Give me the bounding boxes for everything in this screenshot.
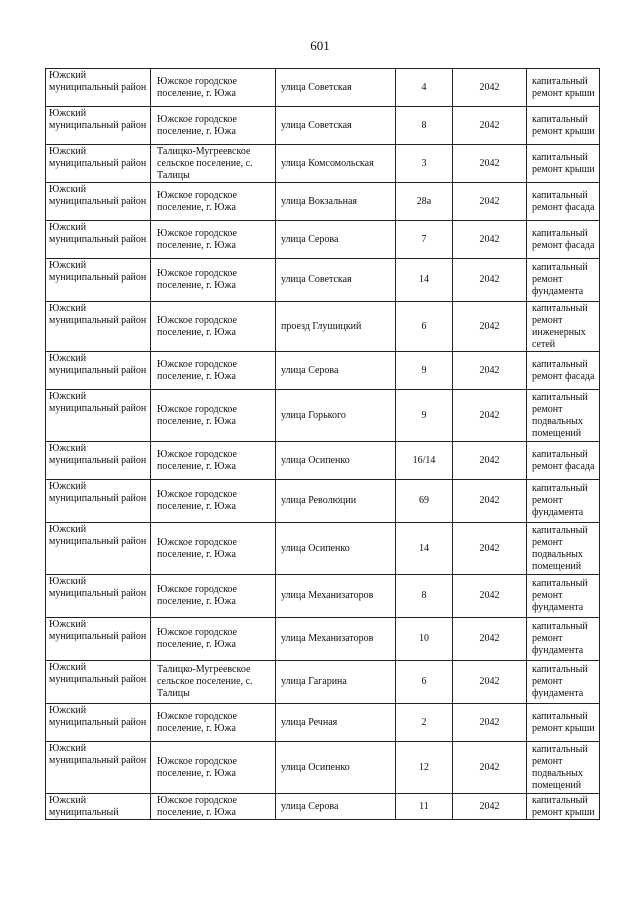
year-cell: 2042 (453, 704, 527, 742)
street-cell: улица Осипенко (276, 742, 396, 794)
work-type-cell: капитальный ремонт фундамента (527, 575, 600, 618)
house-number-cell: 11 (396, 794, 453, 820)
year-cell: 2042 (453, 221, 527, 259)
street-cell: улица Серова (276, 352, 396, 390)
settlement-cell: Талицко-Мугреевское сельское поселение, с. Талицы (151, 145, 276, 183)
repair-schedule-table (45, 68, 600, 820)
table-row (46, 575, 600, 618)
work-type-cell: капитальный ремонт фундамента (527, 661, 600, 704)
house-number-cell: 4 (396, 69, 453, 107)
district-cell: Южский муниципальный район (46, 480, 151, 523)
district-cell: Южский муниципальный район (46, 183, 151, 221)
house-number-cell: 16/14 (396, 442, 453, 480)
house-number-cell: 69 (396, 480, 453, 523)
year-cell: 2042 (453, 69, 527, 107)
settlement-cell: Южское городское поселение, г. Южа (151, 742, 276, 794)
year-cell: 2042 (453, 352, 527, 390)
table-row (46, 107, 600, 145)
year-cell: 2042 (453, 145, 527, 183)
street-cell: улица Горького (276, 390, 396, 442)
district-cell: Южский муниципальный район (46, 259, 151, 302)
settlement-cell: Южское городское поселение, г. Южа (151, 352, 276, 390)
work-type-cell: капитальный ремонт крыши (527, 704, 600, 742)
work-type-cell: капитальный ремонт фасада (527, 221, 600, 259)
year-cell: 2042 (453, 794, 527, 820)
work-type-cell: капитальный ремонт фундамента (527, 480, 600, 523)
settlement-cell: Южское городское поселение, г. Южа (151, 69, 276, 107)
street-cell: проезд Глушицкий (276, 302, 396, 352)
house-number-cell: 8 (396, 575, 453, 618)
table-row (46, 69, 600, 107)
work-type-cell: капитальный ремонт фасада (527, 442, 600, 480)
settlement-cell: Талицко-Мугреевское сельское поселение, с. Талицы (151, 661, 276, 704)
settlement-cell: Южское городское поселение, г. Южа (151, 704, 276, 742)
settlement-cell: Южское городское поселение, г. Южа (151, 442, 276, 480)
table-row (46, 302, 600, 352)
work-type-cell: капитальный ремонт крыши (527, 145, 600, 183)
settlement-cell: Южское городское поселение, г. Южа (151, 794, 276, 820)
district-cell: Южский муниципальный район (46, 221, 151, 259)
table-row (46, 742, 600, 794)
house-number-cell: 8 (396, 107, 453, 145)
year-cell: 2042 (453, 390, 527, 442)
year-cell: 2042 (453, 302, 527, 352)
street-cell: улица Осипенко (276, 442, 396, 480)
work-type-cell: капитальный ремонт инженерных сетей (527, 302, 600, 352)
year-cell: 2042 (453, 183, 527, 221)
table-row (46, 661, 600, 704)
street-cell: улица Советская (276, 69, 396, 107)
house-number-cell: 7 (396, 221, 453, 259)
district-cell: Южский муниципальный район (46, 742, 151, 794)
table-row (46, 794, 600, 820)
district-cell: Южский муниципальный район (46, 302, 151, 352)
year-cell: 2042 (453, 618, 527, 661)
district-cell: Южский муниципальный район (46, 107, 151, 145)
work-type-cell: капитальный ремонт фундамента (527, 259, 600, 302)
year-cell: 2042 (453, 575, 527, 618)
work-type-cell: капитальный ремонт подвальных помещений (527, 390, 600, 442)
work-type-cell: капитальный ремонт крыши (527, 69, 600, 107)
settlement-cell: Южское городское поселение, г. Южа (151, 480, 276, 523)
work-type-cell: капитальный ремонт фундамента (527, 618, 600, 661)
district-cell: Южский муниципальный район (46, 390, 151, 442)
district-cell: Южский муниципальный район (46, 661, 151, 704)
district-cell: Южский муниципальный район (46, 618, 151, 661)
table-row (46, 523, 600, 575)
street-cell: улица Советская (276, 259, 396, 302)
street-cell: улица Речная (276, 704, 396, 742)
street-cell: улица Вокзальная (276, 183, 396, 221)
district-cell: Южский муниципальный (46, 794, 151, 820)
house-number-cell: 6 (396, 302, 453, 352)
work-type-cell: капитальный ремонт подвальных помещений (527, 523, 600, 575)
table-row (46, 259, 600, 302)
district-cell: Южский муниципальный район (46, 704, 151, 742)
table-row (46, 618, 600, 661)
settlement-cell: Южское городское поселение, г. Южа (151, 523, 276, 575)
street-cell: улица Гагарина (276, 661, 396, 704)
work-type-cell: капитальный ремонт крыши (527, 794, 600, 820)
district-cell: Южский муниципальный район (46, 523, 151, 575)
house-number-cell: 10 (396, 618, 453, 661)
work-type-cell: капитальный ремонт фасада (527, 183, 600, 221)
house-number-cell: 14 (396, 523, 453, 575)
table-row (46, 221, 600, 259)
house-number-cell: 9 (396, 390, 453, 442)
district-cell: Южский муниципальный район (46, 145, 151, 183)
street-cell: улица Механизаторов (276, 575, 396, 618)
table-row (46, 480, 600, 523)
work-type-cell: капитальный ремонт фасада (527, 352, 600, 390)
house-number-cell: 9 (396, 352, 453, 390)
settlement-cell: Южское городское поселение, г. Южа (151, 259, 276, 302)
work-type-cell: капитальный ремонт крыши (527, 107, 600, 145)
street-cell: улица Механизаторов (276, 618, 396, 661)
settlement-cell: Южское городское поселение, г. Южа (151, 575, 276, 618)
house-number-cell: 14 (396, 259, 453, 302)
street-cell: улица Советская (276, 107, 396, 145)
page-number: 601 (310, 38, 330, 53)
year-cell: 2042 (453, 661, 527, 704)
table-row (46, 145, 600, 183)
house-number-cell: 12 (396, 742, 453, 794)
settlement-cell: Южское городское поселение, г. Южа (151, 390, 276, 442)
street-cell: улица Революции (276, 480, 396, 523)
street-cell: улица Комсомольская (276, 145, 396, 183)
street-cell: улица Серова (276, 221, 396, 259)
settlement-cell: Южское городское поселение, г. Южа (151, 618, 276, 661)
district-cell: Южский муниципальный район (46, 69, 151, 107)
house-number-cell: 2 (396, 704, 453, 742)
table-row (46, 390, 600, 442)
district-cell: Южский муниципальный район (46, 575, 151, 618)
year-cell: 2042 (453, 259, 527, 302)
year-cell: 2042 (453, 480, 527, 523)
district-cell: Южский муниципальный район (46, 442, 151, 480)
year-cell: 2042 (453, 107, 527, 145)
table-row (46, 704, 600, 742)
table-row (46, 442, 600, 480)
year-cell: 2042 (453, 442, 527, 480)
work-type-cell: капитальный ремонт подвальных помещений (527, 742, 600, 794)
settlement-cell: Южское городское поселение, г. Южа (151, 302, 276, 352)
year-cell: 2042 (453, 742, 527, 794)
settlement-cell: Южское городское поселение, г. Южа (151, 221, 276, 259)
year-cell: 2042 (453, 523, 527, 575)
house-number-cell: 3 (396, 145, 453, 183)
street-cell: улица Осипенко (276, 523, 396, 575)
settlement-cell: Южское городское поселение, г. Южа (151, 183, 276, 221)
house-number-cell: 6 (396, 661, 453, 704)
settlement-cell: Южское городское поселение, г. Южа (151, 107, 276, 145)
district-cell: Южский муниципальный район (46, 352, 151, 390)
house-number-cell: 28а (396, 183, 453, 221)
table-row (46, 352, 600, 390)
table-row (46, 183, 600, 221)
street-cell: улица Серова (276, 794, 396, 820)
